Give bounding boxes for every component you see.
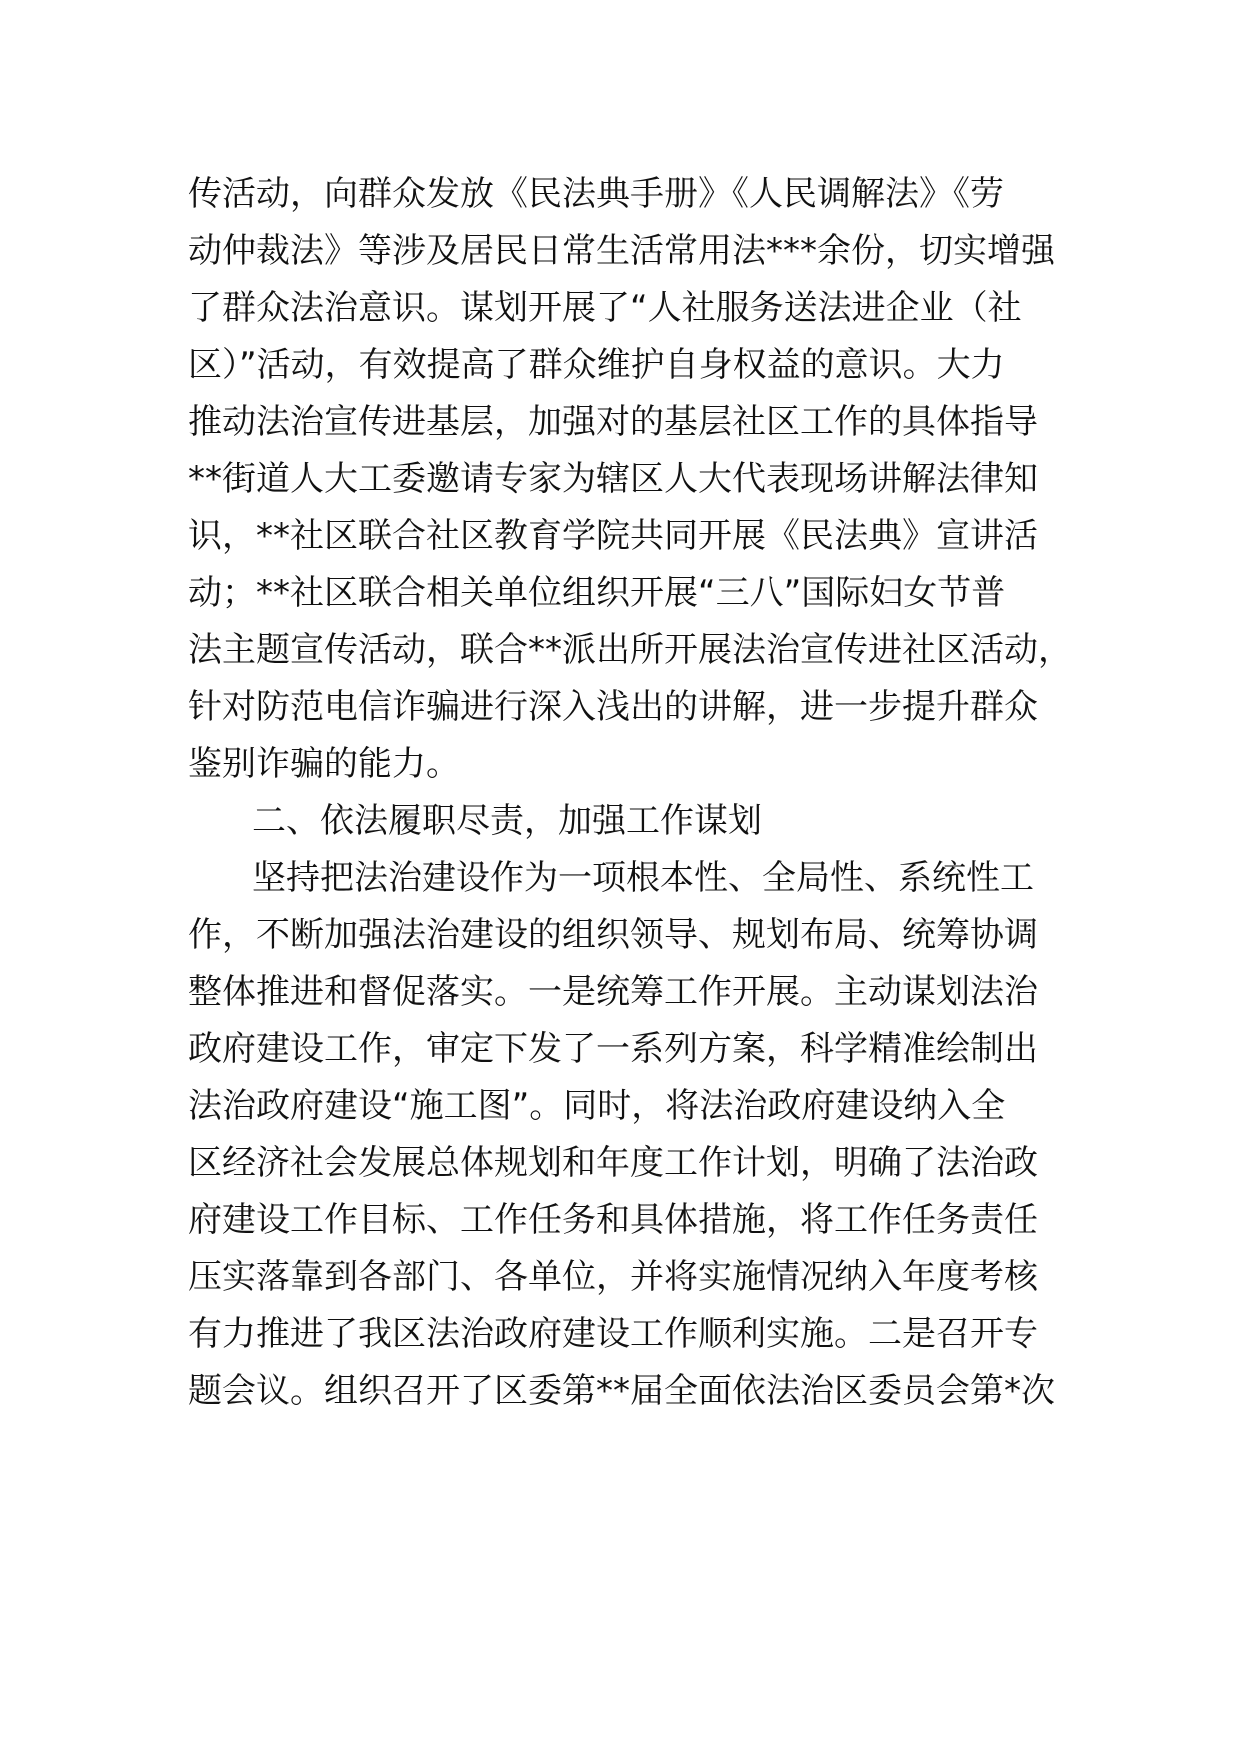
body-text-line: 府建设工作目标、工作任务和具体措施，将工作任务责任 <box>188 1200 1038 1240</box>
body-text-line: 动仲裁法》等涉及居民日常生活常用法***余份，切实增强 <box>188 231 1055 271</box>
body-text-line: 题会议。组织召开了区委第**届全面依法治区委员会第*次 <box>188 1371 1055 1411</box>
body-text-line: 法主题宣传活动，联合**派出所开展法治宣传进社区活动， <box>188 630 1072 670</box>
body-text-line: 整体推进和督促落实。一是统筹工作开展。主动谋划法治 <box>188 972 1038 1012</box>
body-text-line: 区经济社会发展总体规划和年度工作计划，明确了法治政 <box>188 1143 1038 1183</box>
body-text-line: 针对防范电信诈骗进行深入浅出的讲解，进一步提升群众 <box>188 687 1038 727</box>
body-text-line: 法治政府建设“施工图”。同时，将法治政府建设纳入全 <box>188 1086 1006 1126</box>
body-text-line: 区）”活动，有效提高了群众维护自身权益的意识。大力 <box>188 345 1005 385</box>
body-text-line: 了群众法治意识。谋划开展了“人社服务送法进企业（社 <box>188 288 1022 328</box>
section-heading: 二、依法履职尽责，加强工作谋划 <box>252 801 762 841</box>
body-text-line: 作，不断加强法治建设的组织领导、规划布局、统筹协调 <box>188 915 1038 955</box>
body-text-line: 推动法治宣传进基层，加强对的基层社区工作的具体指导 <box>188 402 1038 442</box>
body-text-line: 识，**社区联合社区教育学院共同开展《民法典》宣讲活 <box>188 516 1038 556</box>
body-text-line: 传活动，向群众发放《民法典手册》《人民调解法》《劳 <box>188 174 1004 214</box>
body-text-line: **街道人大工委邀请专家为辖区人大代表现场讲解法律知 <box>188 459 1038 499</box>
body-text-line: 动；**社区联合相关单位组织开展“三八”国际妇女节普 <box>188 573 1006 613</box>
body-text-line: 坚持把法治建设作为一项根本性、全局性、系统性工 <box>252 858 1034 898</box>
body-text-line: 鉴别诈骗的能力。 <box>188 744 460 784</box>
body-text-line: 政府建设工作，审定下发了一系列方案，科学精准绘制出 <box>188 1029 1038 1069</box>
body-text-line: 压实落靠到各部门、各单位，并将实施情况纳入年度考核 <box>188 1257 1038 1297</box>
body-text-line: 有力推进了我区法治政府建设工作顺利实施。二是召开专 <box>188 1314 1038 1354</box>
